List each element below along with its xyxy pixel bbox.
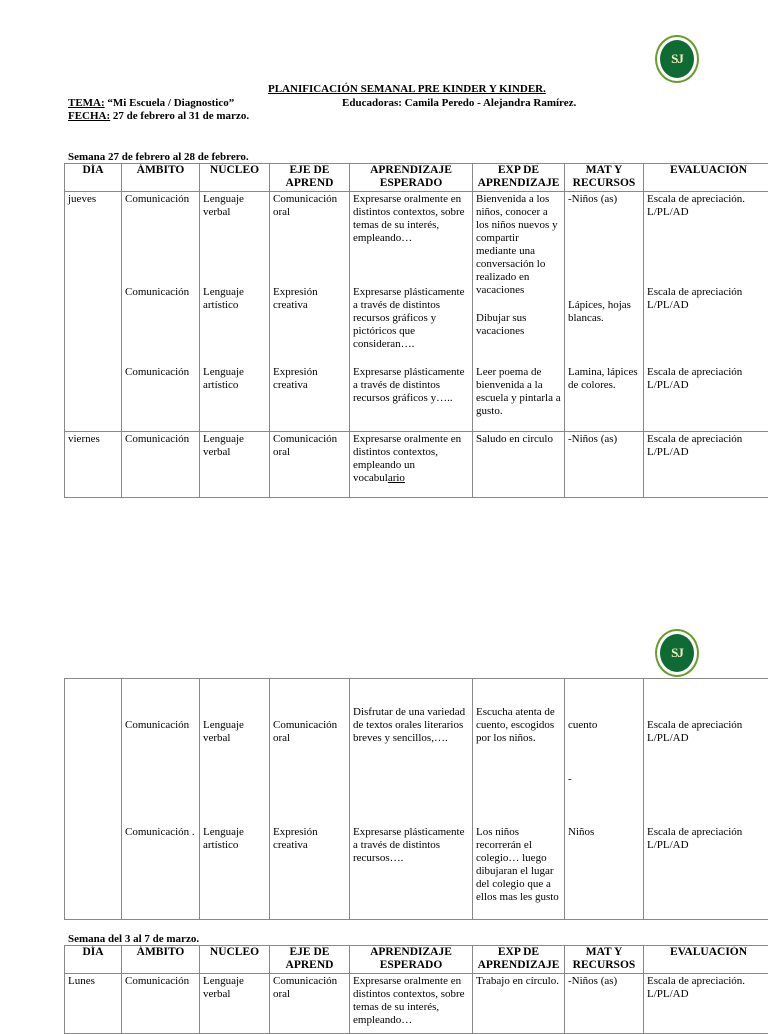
header-mat: MAT Y RECURSOS <box>565 164 644 192</box>
mat-2: Lápices, hojas blancas. <box>568 299 640 366</box>
table-header-row <box>65 946 768 974</box>
nucleo-cell <box>200 679 270 920</box>
dia-cell: Lunes <box>65 974 122 1034</box>
table-row <box>65 432 768 498</box>
mat-3: Niños <box>568 826 640 839</box>
eval-cell <box>644 192 768 432</box>
ambito-1: Comunicación <box>125 193 196 286</box>
document-title: PLANIFICACIÓN SEMANAL PRE KINDER Y KINDER. <box>268 83 546 95</box>
eval-cell <box>644 679 768 920</box>
fecha-value: 27 de febrero al 31 de marzo. <box>110 110 249 122</box>
spacer <box>568 680 640 719</box>
eje-cell <box>270 679 350 920</box>
eje-2: Expresión creativa <box>273 826 346 852</box>
exp-cell: Saludo en circulo <box>473 432 565 498</box>
aprendizaje-1: Disfrutar de una variedad de textos orales literarios breves y sencillos,…. <box>353 680 469 826</box>
header-evaluacion: EVALUACIÓN <box>644 164 768 192</box>
eval-1: Escala de apreciación. L/PL/AD <box>647 193 768 286</box>
table-header-row <box>65 164 768 192</box>
fecha-line <box>68 110 249 122</box>
spacer <box>203 680 266 719</box>
table-row <box>65 679 768 920</box>
ambito-cell <box>122 192 200 432</box>
header-aprendizaje: APRENDIZAJE ESPERADO <box>350 946 473 974</box>
eje-cell: Comunicación oral <box>270 974 350 1034</box>
aprendizaje-cell <box>350 679 473 920</box>
header-dia: DÍA <box>65 946 122 974</box>
eval-3: Escala de apreciación L/PL/AD <box>647 366 768 392</box>
header-eje: EJE DE APREND <box>270 946 350 974</box>
week-label-2: Semana del 3 al 7 de marzo. <box>68 933 199 945</box>
aprendizaje-2: Expresarse plásticamente a través de distintos recursos gráficos y pictóricos que consideran…. <box>353 286 469 366</box>
mat-cell <box>565 192 644 432</box>
dia-cell: jueves <box>65 192 122 432</box>
table-row <box>65 192 768 432</box>
exp-1: Escucha atenta de cuento, escogidos por los niños. <box>476 680 561 826</box>
aprendizaje-3: Expresarse plásticamente a través de distintos recursos gráficos y….. <box>353 366 469 405</box>
header-dia: DÍA <box>65 164 122 192</box>
eje-3: Expresión creativa <box>273 366 346 392</box>
header-nucleo: NÚCLEO <box>200 946 270 974</box>
header-exp: EXP DE APRENDIZAJE <box>473 946 565 974</box>
ambito-cell: Comunicación <box>122 974 200 1034</box>
table-row <box>65 974 768 1034</box>
nucleo-cell: Lenguaje verbal <box>200 974 270 1034</box>
nucleo-cell <box>200 192 270 432</box>
spacer <box>273 680 346 719</box>
exp-2: Dibujar sus vacaciones <box>476 312 561 366</box>
eje-1: Comunicación oral <box>273 719 346 826</box>
ambito-1: Comunicación <box>125 719 196 826</box>
aprendizaje-2: Expresarse plásticamente a través de distintos recursos…. <box>353 826 469 865</box>
exp-cell: Trabajo en círculo. <box>473 974 565 1034</box>
ambito-cell <box>122 679 200 920</box>
aprendizaje-cell <box>350 192 473 432</box>
eje-2: Expresión creativa <box>273 286 346 366</box>
educadoras: Educadoras: Camila Peredo - Alejandra Ramírez. <box>342 97 576 109</box>
eje-1: Comunicación oral <box>273 193 346 286</box>
eje-cell <box>270 192 350 432</box>
header-eje: EJE DE APREND <box>270 164 350 192</box>
mat-cell: -Niños (as) <box>565 432 644 498</box>
dia-cell <box>65 679 122 920</box>
eval-cell: Escala de apreciación. L/PL/AD <box>644 974 768 1034</box>
ambito-2: Comunicación <box>125 286 196 366</box>
exp-1: Bienvenida a los niños, conocer a los niños nuevos y compartir mediante una conversación lo realizado en vacaciones <box>476 193 561 312</box>
week-label-1: Semana 27 de febrero al 28 de febrero. <box>68 151 249 163</box>
mat-3: Lamina, lápices de colores. <box>568 366 640 392</box>
planning-table-1 <box>64 163 768 498</box>
mat-cell: -Niños (as) <box>565 974 644 1034</box>
spacer <box>647 680 768 719</box>
school-logo-text-2: SJ <box>660 634 694 672</box>
school-logo <box>655 35 699 83</box>
header-exp: EXP DE APRENDIZAJE <box>473 164 565 192</box>
nucleo-cell: Lenguaje verbal <box>200 432 270 498</box>
aprendizaje-1: Expresarse oralmente en distintos contextos, sobre temas de su interés, empleando… <box>353 193 469 286</box>
eval-1: Escala de apreciación L/PL/AD <box>647 719 768 826</box>
tema-line <box>68 97 234 109</box>
eval-cell: Escala de apreciación L/PL/AD <box>644 432 768 498</box>
exp-3: Leer poema de bienvenida a la escuela y pintarla a gusto. <box>476 366 561 418</box>
header-ambito: ÁMBITO <box>122 164 200 192</box>
ambito-cell: Comunicación <box>122 432 200 498</box>
ambito-3: Comunicación <box>125 366 196 379</box>
exp-2: Los niños recorrerán el colegio… luego dibujaran el lugar del colegio que a ellos mas les gusto <box>476 826 561 904</box>
aprendizaje-cell: Expresarse oralmente en distintos contextos, sobre temas de su interés, empleando… <box>350 974 473 1034</box>
aprendizaje-text: Expresarse oralmente en distintos contextos, empleando un vocabul <box>353 433 461 484</box>
exp-cell <box>473 679 565 920</box>
nucleo-1: Lenguaje verbal <box>203 193 266 286</box>
header-mat: MAT Y RECURSOS <box>565 946 644 974</box>
header-ambito: ÁMBITO <box>122 946 200 974</box>
header-evaluacion: EVALUACIÓN <box>644 946 768 974</box>
nucleo-2: Lenguaje artístico <box>203 286 266 366</box>
eje-cell: Comunicación oral <box>270 432 350 498</box>
header-aprendizaje: APRENDIZAJE ESPERADO <box>350 164 473 192</box>
dia-cell: viernes <box>65 432 122 498</box>
ambito-2: Comunicación . <box>125 826 196 839</box>
eval-2: Escala de apreciación L/PL/AD <box>647 286 768 366</box>
school-logo-text: SJ <box>660 40 694 78</box>
tema-value: “Mi Escuela / Diagnostico” <box>105 97 235 109</box>
planning-table-3 <box>64 945 768 1034</box>
mat-1: cuento <box>568 719 640 773</box>
tema-label: TEMA: <box>68 97 105 109</box>
exp-cell <box>473 192 565 432</box>
planning-table-2 <box>64 678 768 920</box>
aprendizaje-cell <box>350 432 473 498</box>
spacer <box>125 680 196 719</box>
nucleo-2: Lenguaje artístico <box>203 826 266 852</box>
school-logo-2 <box>655 629 699 677</box>
fecha-label: FECHA: <box>68 110 110 122</box>
aprendizaje-text-underlined: ario <box>388 472 405 484</box>
mat-1: -Niños (as) <box>568 193 640 299</box>
nucleo-3: Lenguaje artístico <box>203 366 266 392</box>
mat-cell <box>565 679 644 920</box>
eval-2: Escala de apreciación L/PL/AD <box>647 826 768 852</box>
header-nucleo: NÚCLEO <box>200 164 270 192</box>
nucleo-1: Lenguaje verbal <box>203 719 266 826</box>
mat-2: - <box>568 773 640 826</box>
